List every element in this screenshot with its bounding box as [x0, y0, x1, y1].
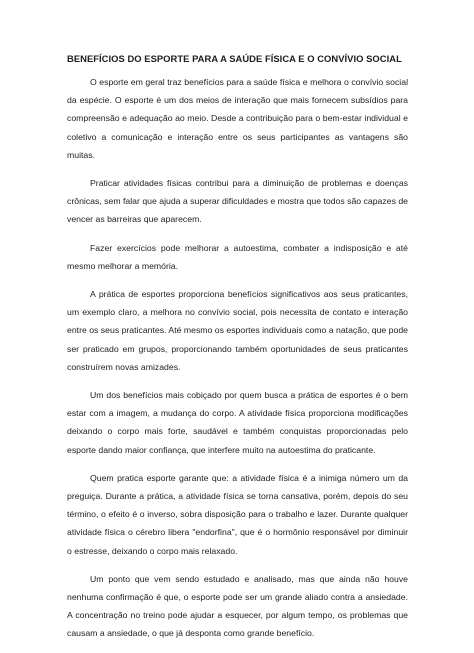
- paragraph: O esporte em geral traz benefícios para a saúde física e melhora o convívio social da espécie. O esporte é um dos meios de interação que mais fornecem subsídios para compreensão e adequação ao meio. Desde a contribuição para o bem-estar individual e coletivo a comunicação e interação entre os seus participantes as vantagens são muitas.: [67, 77, 408, 160]
- paragraph: Um dos benefícios mais cobiçado por quem busca a prática de esportes é o bem estar com a imagem, a mudança do corpo. A atividade física proporciona modificações deixando o corpo mais forte, saudável e também conquistas proporcionadas pelo esporte dando maior confiança, que interfere muito na autoestima do praticante.: [67, 390, 408, 455]
- paragraph: Quem pratica esporte garante que: a atividade física é a inimiga número um da preguiça. Durante a prática, a atividade física se torna cansativa, porém, depois do seu término, o efeito é o inverso, sobra disposição para o trabalho e lazer. Durante qualquer atividade física o cérebro libera "endorfina", que é o hormônio responsável por diminuir o estresse, deixando o corpo mais relaxado.: [67, 472, 408, 556]
- paragraph: Praticar atividades físicas contribui para a diminuição de problemas e doenças crônicas, sem falar que ajuda a superar dificuldades e mostra que todos são capazes de vencer as barreiras que aparecem.: [67, 178, 408, 225]
- document-body: [67, 53, 408, 653]
- paragraph: Um ponto que vem sendo estudado e analisado, mas que ainda não houve nenhuma confirmação é que, o esporte pode ser um grande aliado contra a ansiedade. A concentração no treino pode ajudar a esquecer, por algum tempo, os problemas que causam a ansiedade, o que já desponta como grande benefício.: [67, 573, 408, 639]
- paragraph: Fazer exercícios pode melhorar a autoestima, combater a indisposição e até mesmo melhorar a memória.: [67, 242, 408, 271]
- document-title: BENEFÍCIOS DO ESPORTE PARA A SAÚDE FÍSICA E O CONVÍVIO SOCIAL: [67, 53, 402, 64]
- paragraph: A prática de esportes proporciona benefícios significativos aos seus praticantes, um exemplo claro, a melhora no convívio social, pois necessita de contato e interação entre os seus praticantes. Até mesmo os esportes individuais como a natação, que pode ser praticado em grupos, proporcionando também oportunidades de seus praticantes construírem novas amizades.: [67, 289, 408, 372]
